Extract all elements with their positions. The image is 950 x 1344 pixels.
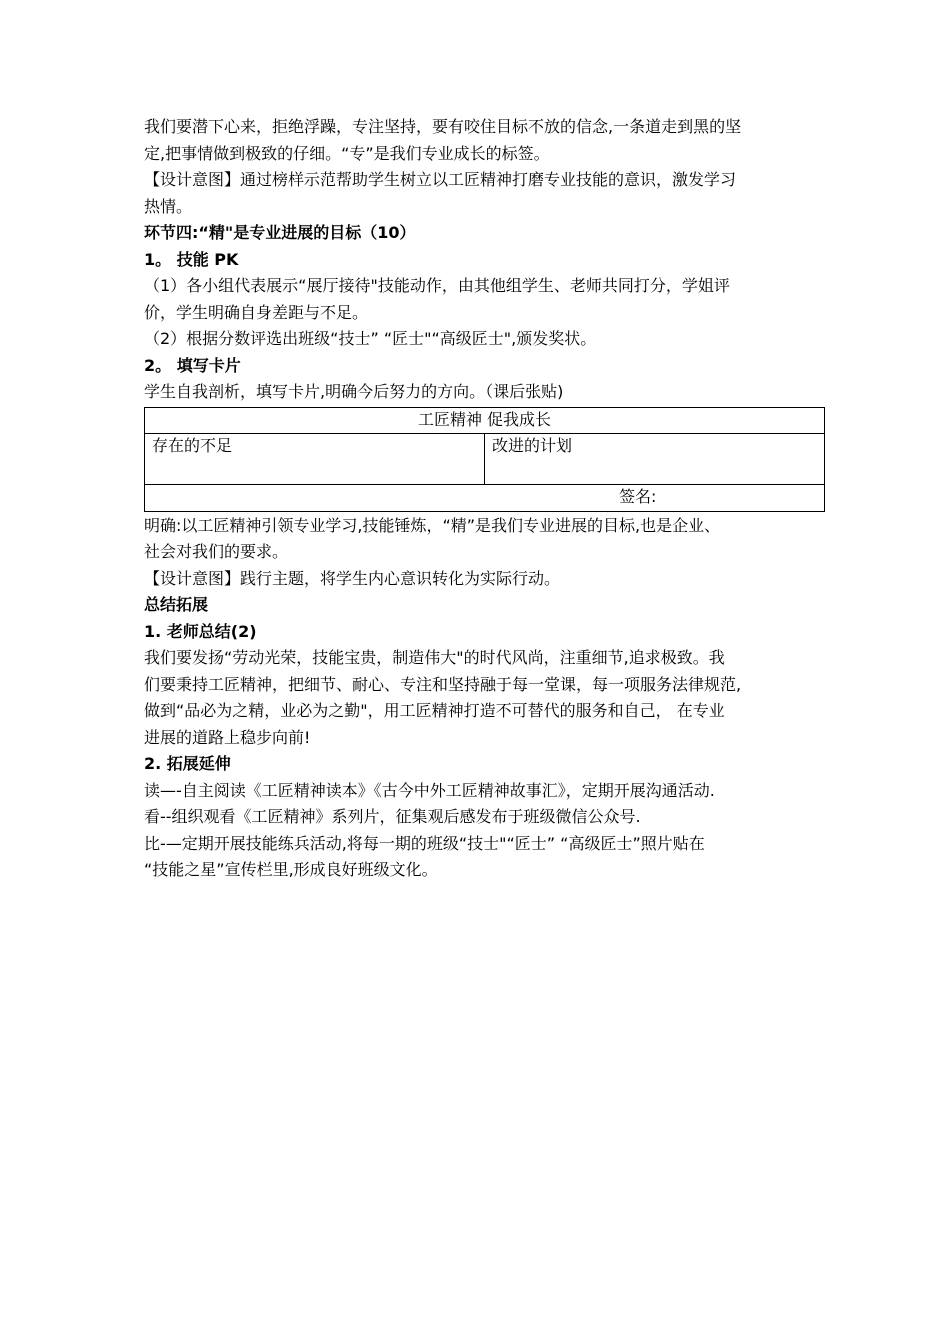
subsection-heading: 2。 填写卡片 [144,355,241,375]
paragraph-line: 社会对我们的要求。 [144,542,289,561]
card-title: 工匠精神 促我成长 [145,407,825,433]
paragraph-line: 们要秉持工匠精神，把细节、耐心、专注和坚持融于每一堂课，每一项服务法律规范, [144,674,742,694]
card-signature: 签名: [145,484,825,511]
paragraph-line: 我们要发扬“劳动光荣，技能宝贵，制造伟大"的时代风尚，注重细节,追求极致。我 [144,648,725,667]
design-intent-line: 热情。 [144,196,193,216]
design-intent-line: 【设计意图】践行主题，将学生内心意识转化为实际行动。 [144,568,561,588]
reflection-card-table [144,407,825,512]
card-column-shortcomings: 存在的不足 [145,433,485,484]
subsection-heading: 1. 老师总结(2) [144,621,257,641]
extension-item: 看--组织观看《工匠精神》系列片，征集观后感发布于班级微信公众号. [144,807,641,826]
subsection-heading: 2. 拓展延伸 [144,754,231,773]
document-body [144,114,826,884]
paragraph-line: 明确:以工匠精神引领专业学习,技能锤炼，“精”是我们专业进展的目标,也是企业、 [144,515,721,535]
section-heading: 总结拓展 [144,595,209,614]
extension-item: 比-—定期开展技能练兵活动,将每一期的班级“技士"“匠士” “高级匠士”照片贴在 [144,833,705,853]
extension-item: 读—-自主阅读《工匠精神读本》《古今中外工匠精神故事汇》，定期开展沟通活动. [144,780,715,800]
card-column-plan: 改进的计划 [485,433,825,484]
design-intent-line: 【设计意图】通过榜样示范帮助学生树立以工匠精神打磨专业技能的意识，激发学习 [144,170,737,189]
paragraph-line: 定,把事情做到极致的仔细。“专”是我们专业成长的标签。 [144,143,550,163]
extension-item: “技能之星”宣传栏里,形成良好班级文化。 [144,860,438,879]
section-heading: 环节四:“精"是专业进展的目标（10） [144,223,416,242]
list-item-line: （2）根据分数评选出班级“技士” “匠士"“高级匠士",颁发奖状。 [144,329,597,348]
paragraph-line: 我们要潜下心来，拒绝浮躁，专注坚持，要有咬住目标不放的信念,一条道走到黑的坚 [144,117,742,136]
list-item-line: 价，学生明确自身差距与不足。 [144,302,369,322]
subsection-heading: 1。 技能 PK [144,249,239,269]
list-item-line: （1）各小组代表展示“展厅接待"技能动作，由其他组学生、老师共同打分，学姐评 [144,276,730,295]
paragraph-line: 进展的道路上稳步向前! [144,727,311,747]
card-intro: 学生自我剖析，填写卡片,明确今后努力的方向。（课后张贴) [144,382,564,401]
paragraph-line: 做到“品必为之精，业必为之勤"，用工匠精神打造不可替代的服务和自己， 在专业 [144,701,725,720]
